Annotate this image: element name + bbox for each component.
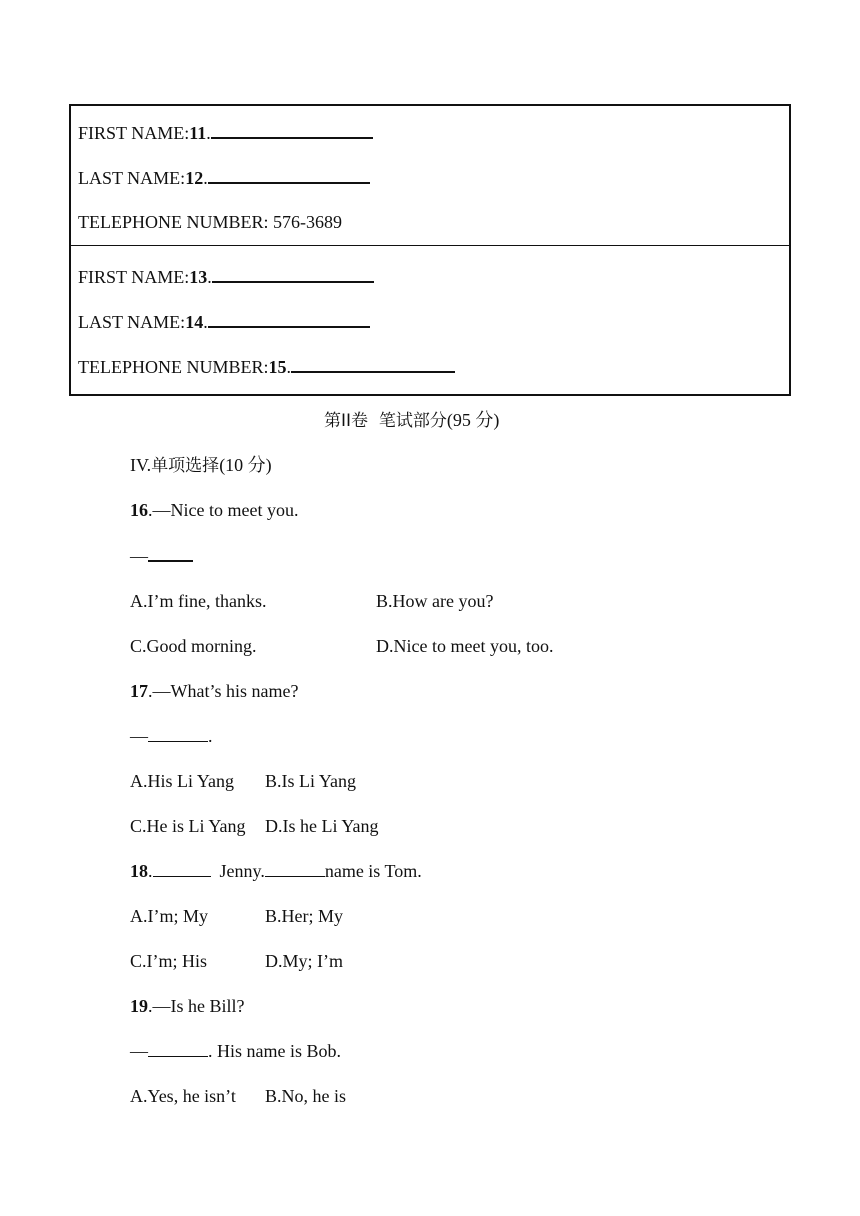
option-c[interactable]: C.Good morning.	[130, 636, 257, 656]
section-title	[324, 409, 499, 432]
option-d[interactable]: D.Nice to meet you, too.	[376, 636, 554, 656]
option-b[interactable]: B.No, he is	[265, 1086, 346, 1106]
question-number: 14	[185, 312, 204, 332]
question-16-stem	[130, 499, 298, 521]
option-a[interactable]: A.I’m; My	[130, 906, 208, 926]
option-d[interactable]: D.My; I’m	[265, 951, 343, 971]
part-roman: IV.	[130, 455, 152, 475]
form2-first-name: FIRST NAME:13.	[78, 265, 374, 288]
answer-blank[interactable]	[153, 860, 211, 877]
part-score: (10 分)	[219, 455, 272, 475]
form-divider	[71, 245, 789, 246]
question-text: name is Tom.	[324, 861, 422, 881]
first-name-label: FIRST NAME:	[78, 267, 190, 287]
option-a[interactable]: A.I’m fine, thanks.	[130, 591, 267, 611]
dash: —	[130, 1041, 148, 1061]
form2-last-name: LAST NAME:14.	[78, 310, 370, 333]
answer-blank[interactable]	[211, 121, 373, 139]
answer-blank[interactable]	[208, 166, 370, 184]
last-name-label: LAST NAME:	[78, 312, 186, 332]
option-a[interactable]: A.Yes, he isn’t	[130, 1086, 236, 1106]
question-text: .—Is he Bill?	[148, 996, 245, 1016]
question-17-reply	[130, 725, 213, 747]
dash: —	[130, 546, 148, 566]
first-name-label: FIRST NAME:	[78, 123, 190, 143]
option-b[interactable]: B.Is Li Yang	[265, 771, 357, 791]
question-text: .—What’s his name?	[148, 681, 299, 701]
answer-blank[interactable]	[148, 544, 193, 562]
question-number: 18	[130, 861, 148, 881]
telephone-label: TELEPHONE NUMBER:	[78, 357, 269, 377]
form1-last-name: LAST NAME:12.	[78, 166, 370, 189]
question-text: . His name is Bob.	[208, 1041, 341, 1061]
question-number: 17	[130, 681, 148, 701]
question-text: Jenny.	[210, 861, 265, 881]
punctuation: .	[148, 861, 153, 881]
question-number: 13	[189, 267, 208, 287]
part-heading	[130, 454, 272, 477]
option-c[interactable]: C.He is Li Yang	[130, 816, 246, 836]
option-b[interactable]: B.How are you?	[376, 591, 494, 611]
option-d[interactable]: D.Is he Li Yang	[265, 816, 379, 836]
part-title-cn: 单项选择	[151, 456, 220, 476]
question-18-stem	[130, 860, 422, 882]
option-b[interactable]: B.Her; My	[265, 906, 343, 926]
answer-blank[interactable]	[148, 725, 208, 742]
question-number: 12	[185, 168, 204, 188]
section-score: (95 分)	[446, 410, 500, 430]
question-16-reply	[130, 544, 193, 567]
form1-first-name: FIRST NAME:11.	[78, 121, 373, 144]
answer-blank[interactable]	[212, 265, 374, 283]
last-name-label: LAST NAME:	[78, 168, 186, 188]
option-a[interactable]: A.His Li Yang	[130, 771, 235, 791]
question-number: 11	[189, 123, 207, 143]
question-number: 19	[130, 996, 148, 1016]
option-c[interactable]: C.I’m; His	[130, 951, 208, 971]
question-19-reply	[130, 1040, 341, 1062]
answer-blank[interactable]	[265, 860, 325, 877]
question-number: 16	[130, 500, 148, 520]
question-text: .—Nice to meet you.	[148, 500, 299, 520]
question-number: 15	[268, 357, 287, 377]
answer-blank[interactable]	[291, 355, 455, 373]
answer-blank[interactable]	[208, 310, 370, 328]
name-form-box	[69, 104, 791, 396]
section-title-cn: 第II卷 笔试部分	[324, 411, 447, 431]
answer-blank[interactable]	[148, 1040, 208, 1057]
question-17-stem	[130, 680, 298, 702]
form1-telephone: TELEPHONE NUMBER: 576-3689	[78, 212, 342, 232]
punctuation: .	[208, 726, 213, 746]
form2-telephone: TELEPHONE NUMBER:15.	[78, 355, 455, 378]
question-19-stem	[130, 995, 245, 1017]
dash: —	[130, 726, 148, 746]
